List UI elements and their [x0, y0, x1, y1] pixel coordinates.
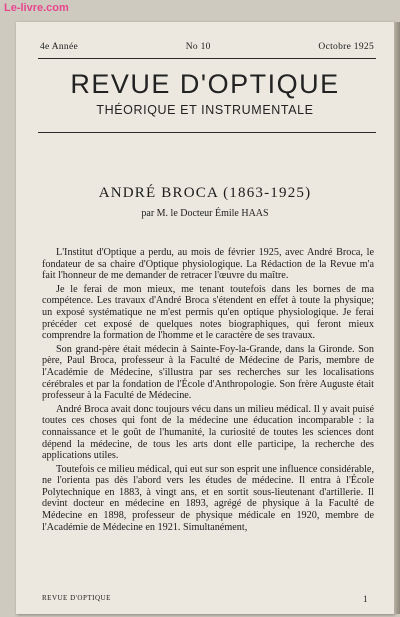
paragraph: André Broca avait donc toujours vécu dans un milieu médical. Il y avait puisé toutes ces choses qui font de la médecine une éducation incomparable : la connaissance et le goût de l'humanité, la curiosité de toutes les sciences dont dépend la médecine, de tous les arts dont elle participe, la recherche des applications utiles.: [42, 403, 374, 462]
article-body: [42, 247, 374, 535]
paragraph: Je le ferai de mon mieux, me tenant toutefois dans les bornes de ma compétence. Les travaux d'André Broca s'étendent en effet à toute la physique; un exposé systématique ne m'est permis qu'en optique physiologique. Je ferai précéder cet exposé de quelques notes biographiques, qui feront mieux comprendre la formation de l'homme et le caractère de ses travaux.: [42, 283, 374, 342]
paragraph: Son grand-père était médecin à Sainte-Foy-la-Grande, dans la Gironde. Son père, Paul Broca, professeur à la Faculté de Médecine de Paris, membre de l'Académie de Médecine, s'illustra par ses recherches sur les localisations cérébrales et par la fondation de l'École d'Anthropologie. Son frère Auguste était professeur à la Faculté de Médecine.: [42, 343, 374, 402]
header-rule: [38, 58, 376, 59]
page-edge: [394, 22, 400, 614]
issue-header: [40, 42, 374, 52]
title-rule: [38, 132, 376, 133]
journal-title: REVUE D'OPTIQUE: [70, 69, 340, 99]
issue-number: No 10: [185, 42, 211, 52]
paragraph: L'Institut d'Optique a perdu, au mois de février 1925, avec André Broca, le fondateur de sa chaire d'Optique physiologique. La Rédaction de la Revue m'a fait l'honneur de me demander de retracer l'œuvre du maître.: [42, 247, 374, 282]
article-title: ANDRÉ BROCA (1863-1925): [98, 185, 312, 201]
footer-journal: REVUE D'OPTIQUE: [42, 594, 111, 602]
article-author: par M. le Docteur Émile HAAS: [141, 208, 269, 219]
paragraph: Toutefois ce milieu médical, qui eut sur son esprit une influence considérable, ne l'orienta pas dès l'abord vers les études de médecine. Il entra à l'École Polytechnique en 1883, à vingt ans, et en sortit sous-lieutenant d'artillerie. Il devint docteur en médecine en 1893, agrégé de physique à la Faculté de Médecine en 1898, professeur de physique médicale en 1920, membre de l'Académie de Médecine en 1921. Simultanément,: [42, 463, 374, 533]
journal-page: [16, 22, 394, 614]
issue-month: Octobre 1925: [318, 42, 374, 52]
issue-year: 4e Année: [40, 42, 79, 52]
page-footer: [42, 594, 368, 604]
watermark: Le-livre.com: [4, 2, 69, 14]
page-number: 1: [363, 594, 368, 604]
journal-subtitle: THÉORIQUE ET INSTRUMENTALE: [96, 103, 314, 117]
